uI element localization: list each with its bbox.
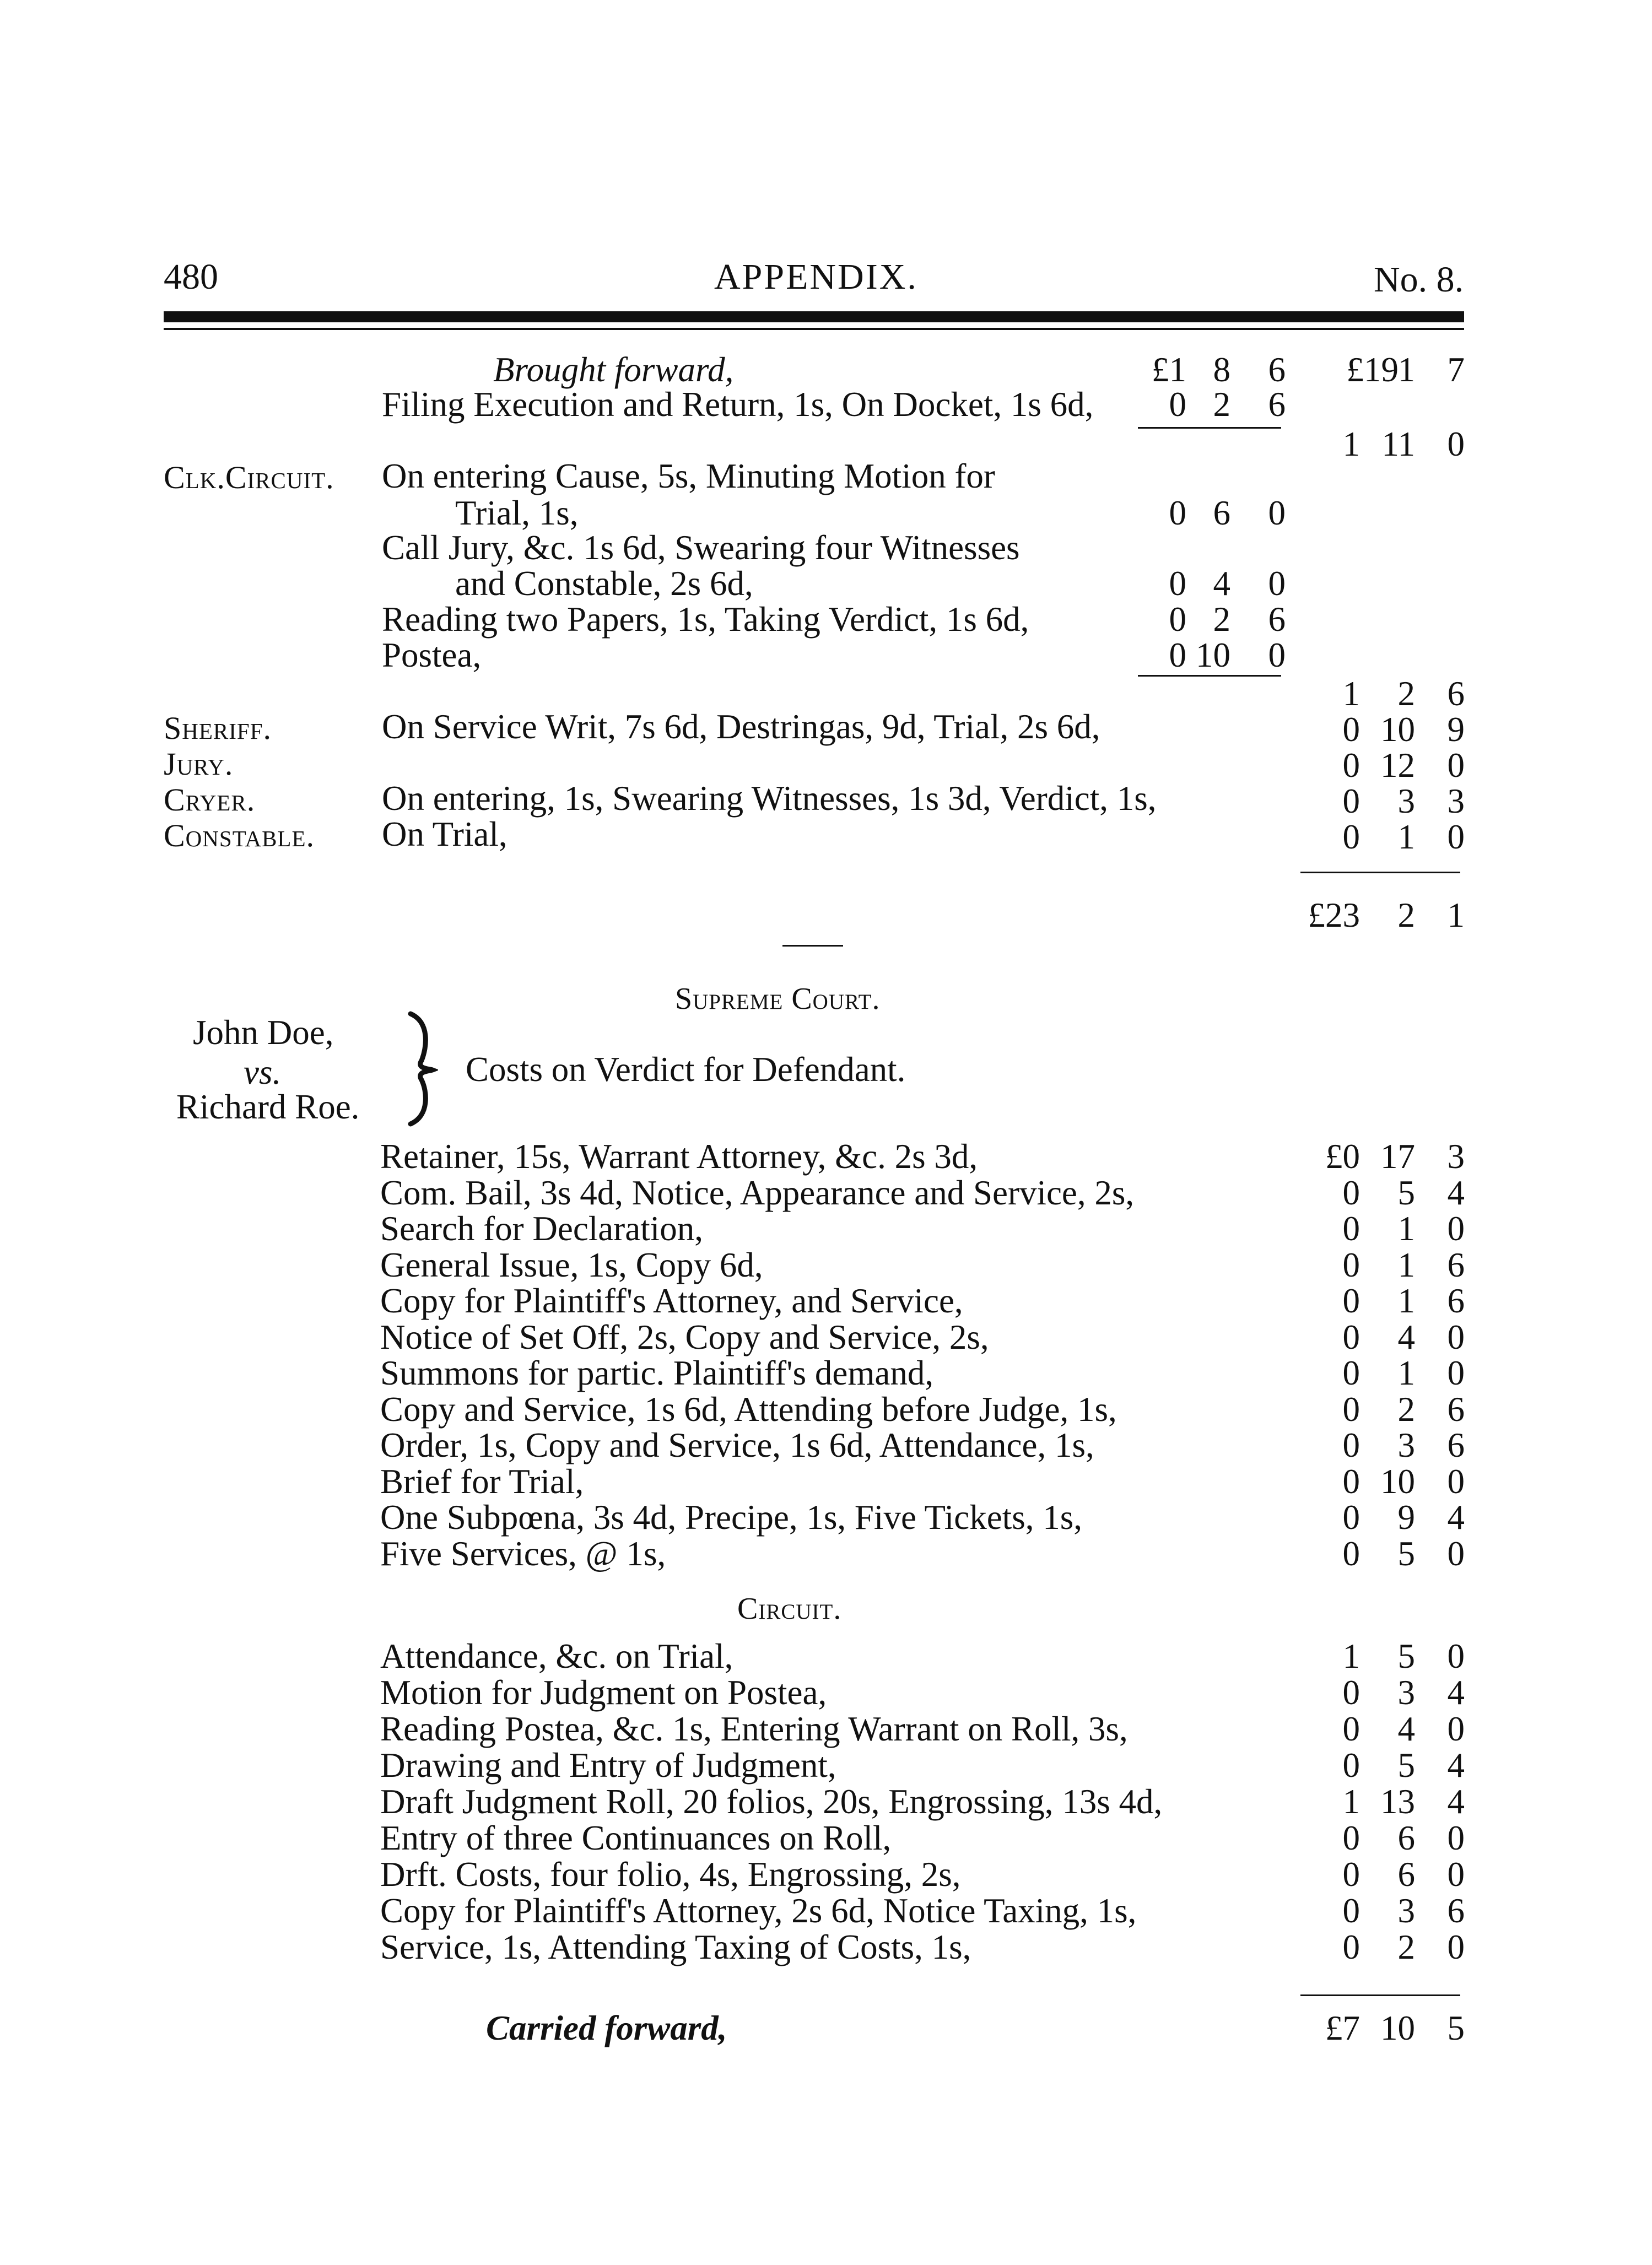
amount-pence: 3 (1447, 1137, 1465, 1176)
amount-shillings: 17 (1380, 1137, 1415, 1176)
amount-pounds: 0 (1169, 600, 1186, 639)
sum-rule (1300, 872, 1460, 873)
amount-pounds: £0 (1325, 1137, 1360, 1176)
item-text: Service, 1s, Attending Taxing of Costs, 1s, (380, 1928, 971, 1966)
item-text: Five Services, @ 1s, (380, 1534, 666, 1573)
item-text: Search for Declaration, (380, 1209, 703, 1248)
amount-shillings: 2 (1213, 385, 1230, 424)
amount-pounds: 0 (1342, 1282, 1360, 1320)
amount-pence: 0 (1447, 1462, 1465, 1501)
amount-shillings: 6 (1213, 494, 1230, 532)
amount-shillings-b: 1 (1397, 350, 1415, 389)
amount-shillings: 6 (1397, 1819, 1415, 1857)
side-label: Sheriff. (164, 710, 272, 746)
sum-rule (1138, 427, 1281, 429)
item-text: General Issue, 1s, Copy 6d, (380, 1245, 763, 1284)
amount-pence: 6 (1268, 600, 1286, 639)
brought-forward-label: Brought forward, (493, 350, 734, 389)
amount-shillings: 5 (1397, 1746, 1415, 1785)
amount-pence: 0 (1447, 1710, 1465, 1748)
item-text: Summons for partic. Plaintiff's demand, (380, 1354, 934, 1392)
item-text: Order, 1s, Copy and Service, 1s 6d, Attendance, 1s, (380, 1426, 1094, 1464)
amount-pence: 4 (1447, 1173, 1465, 1212)
item-text: Drawing and Entry of Judgment, (380, 1746, 836, 1785)
page-number: 480 (164, 257, 218, 297)
amount-pounds: 0 (1169, 494, 1186, 532)
amount-shillings: 11 (1381, 425, 1415, 463)
amount-pounds: 0 (1342, 1317, 1360, 1356)
amount-pounds: £19 (1346, 350, 1399, 389)
case-caption: Costs on Verdict for Defendant. (466, 1050, 906, 1089)
item-text: Motion for Judgment on Postea, (380, 1673, 827, 1712)
amount-shillings: 2 (1397, 896, 1415, 934)
amount-pounds: £1 (1152, 350, 1186, 389)
header-thick-rule (164, 311, 1464, 322)
amount-pounds: 1 (1342, 1637, 1360, 1675)
officer-fee-text: On Trial, (382, 815, 508, 853)
amount-shillings: 2 (1397, 1928, 1415, 1966)
amount-pence: 4 (1447, 1782, 1465, 1821)
amount-shillings: 3 (1397, 782, 1415, 820)
item-text: Drft. Costs, four folio, 4s, Engrossing, 2s, (380, 1855, 961, 1894)
amount-pence: 0 (1447, 1819, 1465, 1857)
amount-shillings: 10 (1380, 710, 1415, 749)
amount-pence: 0 (1447, 1317, 1465, 1356)
amount-shillings: 5 (1397, 1534, 1415, 1573)
item-text: Copy and Service, 1s 6d, Attending before Judge, 1s, (380, 1390, 1117, 1429)
amount-pence: 4 (1447, 1498, 1465, 1537)
amount-pence: 6 (1447, 1390, 1465, 1429)
amount-pence: 5 (1447, 2009, 1465, 2047)
amount-pounds: 0 (1342, 1390, 1360, 1429)
section-heading: Circuit. (737, 1592, 842, 1626)
amount-shillings: 10 (1380, 1462, 1415, 1501)
officer-fee-text: On entering, 1s, Swearing Witnesses, 1s 3d, Verdict, 1s, (382, 779, 1157, 818)
amount-pounds: 0 (1342, 1710, 1360, 1748)
amount-pounds: 0 (1342, 1209, 1360, 1248)
amount-shillings: 5 (1397, 1173, 1415, 1212)
amount-shillings: 3 (1397, 1426, 1415, 1464)
amount-pounds: 0 (1169, 385, 1186, 424)
amount-shillings: 3 (1397, 1673, 1415, 1712)
amount-shillings: 1 (1397, 1282, 1415, 1320)
amount-pounds: 0 (1342, 1673, 1360, 1712)
amount-pounds: 0 (1342, 1426, 1360, 1464)
amount-pounds: 0 (1342, 818, 1360, 856)
amount-pounds: 0 (1342, 1928, 1360, 1966)
amount-shillings: 2 (1213, 600, 1230, 639)
amount-shillings: 12 (1380, 746, 1415, 785)
amount-pence: 0 (1447, 1354, 1465, 1392)
amount-shillings: 6 (1397, 1855, 1415, 1894)
amount-pounds: 0 (1169, 564, 1186, 603)
amount-shillings: 2 (1397, 1390, 1415, 1429)
amount-pounds: 0 (1342, 1354, 1360, 1392)
sum-rule (1138, 675, 1281, 677)
section-divider (782, 945, 843, 947)
amount-pence: 6 (1447, 1282, 1465, 1320)
amount-pence: 0 (1447, 818, 1465, 856)
versus-label: vs. (244, 1053, 282, 1091)
amount-pence: 0 (1268, 636, 1286, 674)
amount-shillings: 13 (1380, 1782, 1415, 1821)
item-text: Copy for Plaintiff's Attorney, and Service, (380, 1282, 963, 1320)
clk-item-1-line-2: Trial, 1s, (455, 494, 579, 532)
amount-shillings: 4 (1213, 564, 1230, 603)
amount-pence: 0 (1447, 746, 1465, 785)
amount-pounds: 0 (1342, 746, 1360, 785)
officer-fee-text: On Service Writ, 7s 6d, Destringas, 9d, Trial, 2s 6d, (382, 707, 1100, 746)
item-text: One Subpœna, 3s 4d, Precipe, 1s, Five Tickets, 1s, (380, 1498, 1082, 1537)
amount-shillings: 4 (1397, 1317, 1415, 1356)
appendix-number: No. 8. (1374, 260, 1464, 300)
amount-pounds: 0 (1342, 1173, 1360, 1212)
side-label: Clk.Circuit. (164, 460, 334, 495)
amount-pence: 1 (1447, 896, 1465, 934)
amount-pounds: 0 (1342, 1746, 1360, 1785)
amount-pence: 7 (1447, 350, 1465, 389)
amount-pence: 6 (1447, 1891, 1465, 1930)
amount-pounds: 0 (1342, 1891, 1360, 1930)
amount-pence: 6 (1447, 1426, 1465, 1464)
item-text: Com. Bail, 3s 4d, Notice, Appearance and Service, 2s, (380, 1173, 1135, 1212)
amount-pence: 0 (1447, 1209, 1465, 1248)
item-text: Retainer, 15s, Warrant Attorney, &c. 2s 3d, (380, 1137, 978, 1176)
item-text: Attendance, &c. on Trial, (380, 1637, 733, 1675)
amount-pounds: 1 (1342, 425, 1360, 463)
clk-item-2-line-2: and Constable, 2s 6d, (455, 564, 753, 603)
amount-pence: 9 (1447, 710, 1465, 749)
amount-shillings: 9 (1397, 1498, 1415, 1537)
carried-forward-label: Carried forward, (486, 2009, 727, 2047)
item-text: Notice of Set Off, 2s, Copy and Service, 2s, (380, 1317, 989, 1356)
amount-shillings: 1 (1397, 1354, 1415, 1392)
clk-item-1-line-1: On entering Cause, 5s, Minuting Motion for (382, 457, 995, 495)
amount-pence: 6 (1268, 385, 1286, 424)
item-text: Reading Postea, &c. 1s, Entering Warrant on Roll, 3s, (380, 1710, 1128, 1748)
amount-pence: 3 (1447, 782, 1465, 820)
amount-shillings: 8 (1213, 350, 1230, 389)
amount-pounds: 0 (1342, 710, 1360, 749)
amount-pounds: 0 (1342, 782, 1360, 820)
filing-line: Filing Execution and Return, 1s, On Docket, 1s 6d, (382, 385, 1094, 424)
amount-shillings: 4 (1397, 1710, 1415, 1748)
amount-pence: 0 (1447, 1855, 1465, 1894)
amount-shillings: 5 (1397, 1637, 1415, 1675)
clk-item-3: Reading two Papers, 1s, Taking Verdict, 1s 6d, (382, 600, 1029, 639)
side-label: Constable. (164, 818, 315, 853)
amount-pounds: 0 (1342, 1498, 1360, 1537)
sum-rule (1300, 1994, 1460, 1996)
amount-shillings: 10 (1196, 636, 1230, 674)
defendant-name: Richard Roe. (176, 1088, 360, 1126)
item-text: Draft Judgment Roll, 20 folios, 20s, Engrossing, 13s 4d, (380, 1782, 1163, 1821)
amount-pence: 4 (1447, 1673, 1465, 1712)
amount-pounds: 0 (1342, 1462, 1360, 1501)
amount-pence: 6 (1268, 350, 1286, 389)
amount-shillings: 1 (1397, 818, 1415, 856)
amount-pence: 6 (1447, 1245, 1465, 1284)
section-heading: Supreme Court. (675, 982, 881, 1016)
clk-item-4: Postea, (382, 636, 482, 674)
amount-shillings: 1 (1397, 1245, 1415, 1284)
amount-pounds: 1 (1342, 674, 1360, 713)
amount-pence: 0 (1447, 1637, 1465, 1675)
item-text: Copy for Plaintiff's Attorney, 2s 6d, Notice Taxing, 1s, (380, 1891, 1137, 1930)
amount-shillings: 1 (1397, 1209, 1415, 1248)
amount-pence: 6 (1447, 674, 1465, 713)
amount-pounds: £23 (1308, 896, 1360, 934)
amount-pounds: 0 (1342, 1819, 1360, 1857)
amount-pounds: 1 (1342, 1782, 1360, 1821)
amount-pence: 4 (1447, 1746, 1465, 1785)
side-label: Jury. (164, 746, 234, 782)
amount-pence: 0 (1268, 564, 1286, 603)
clk-item-2-line-1: Call Jury, &c. 1s 6d, Swearing four Witnesses (382, 528, 1020, 567)
plaintiff-name: John Doe, (193, 1013, 334, 1052)
amount-pence: 0 (1447, 1534, 1465, 1573)
amount-pounds: 0 (1342, 1855, 1360, 1894)
amount-shillings: 2 (1397, 674, 1415, 713)
amount-pounds: 0 (1342, 1245, 1360, 1284)
item-text: Entry of three Continuances on Roll, (380, 1819, 892, 1857)
amount-pounds: 0 (1342, 1534, 1360, 1573)
header-thin-rule (164, 328, 1464, 330)
amount-shillings: 10 (1380, 2009, 1415, 2047)
amount-pence: 0 (1447, 1928, 1465, 1966)
amount-pounds: 0 (1169, 636, 1186, 674)
item-text: Brief for Trial, (380, 1462, 584, 1501)
side-label: Cryer. (164, 782, 256, 818)
brace-icon (399, 1008, 438, 1129)
amount-pounds: £7 (1325, 2009, 1360, 2047)
page-title: APPENDIX. (714, 257, 918, 297)
amount-shillings: 3 (1397, 1891, 1415, 1930)
amount-pence: 0 (1447, 425, 1465, 463)
amount-pence: 0 (1268, 494, 1286, 532)
